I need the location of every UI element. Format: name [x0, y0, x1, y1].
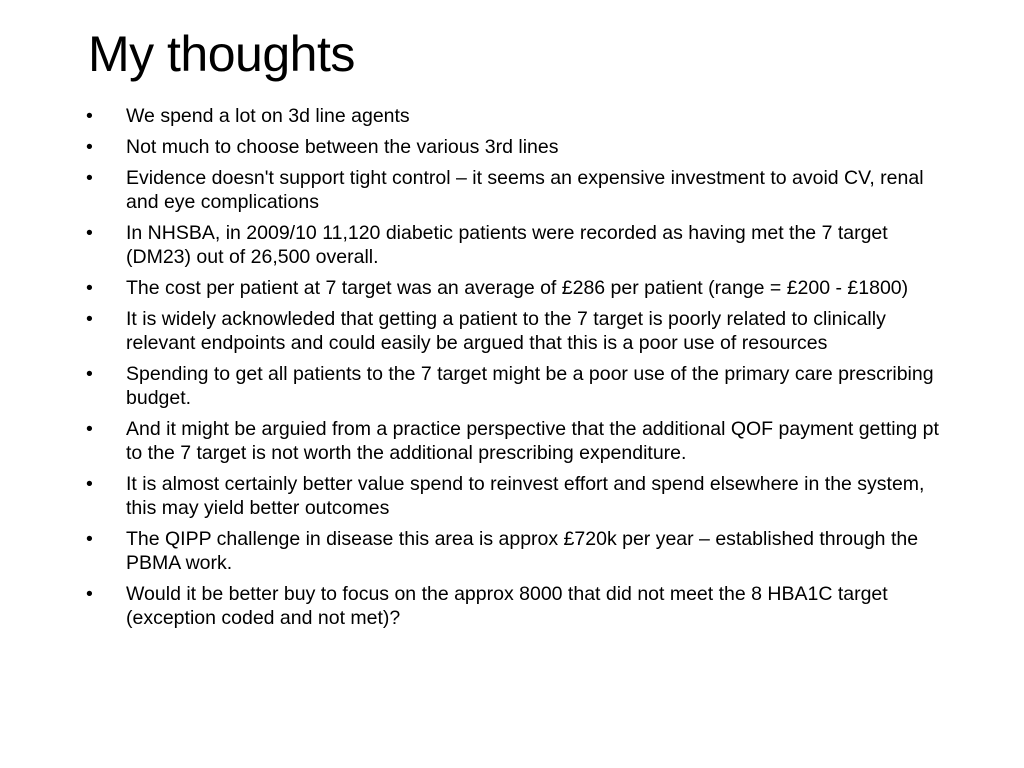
bullet-icon: • — [86, 363, 93, 385]
bullet-item — [86, 362, 946, 410]
bullet-icon: • — [86, 136, 93, 158]
bullet-text: In NHSBA, in 2009/10 11,120 diabetic patients were recorded as having met the 7 target (DM23) out of 26,500 overall. — [126, 222, 888, 268]
bullet-text: The cost per patient at 7 target was an average of £286 per patient (range = £200 - £1800) — [126, 277, 909, 299]
bullet-text: Evidence doesn't support tight control – it seems an expensive investment to avoid CV, renal and eye complications — [126, 167, 924, 213]
bullet-icon: • — [86, 583, 93, 605]
bullet-icon: • — [86, 222, 93, 244]
bullet-item — [86, 582, 946, 630]
bullet-text: Spending to get all patients to the 7 target might be a poor use of the primary care prescribing budget. — [126, 363, 934, 409]
bullet-list — [86, 104, 946, 637]
bullet-icon: • — [86, 167, 93, 189]
bullet-item — [86, 221, 946, 269]
bullet-item — [86, 307, 946, 355]
bullet-icon: • — [86, 105, 93, 127]
bullet-text: It is widely acknowleded that getting a patient to the 7 target is poorly related to clinically relevant endpoints and could easily be argued that this is a poor use of resources — [126, 308, 886, 354]
bullet-item — [86, 104, 946, 128]
bullet-item — [86, 166, 946, 214]
bullet-text: The QIPP challenge in disease this area is approx £720k per year – established through the PBMA work. — [126, 528, 919, 574]
bullet-item — [86, 276, 946, 300]
bullet-item — [86, 472, 946, 520]
bullet-text: Not much to choose between the various 3rd lines — [126, 136, 559, 158]
bullet-icon: • — [86, 277, 93, 299]
bullet-text: And it might be arguied from a practice perspective that the additional QOF payment getting pt to the 7 target is not worth the additional prescribing expenditure. — [126, 418, 939, 464]
bullet-item — [86, 527, 946, 575]
bullet-text: Would it be better buy to focus on the approx 8000 that did not meet the 8 HBA1C target (exception coded and not met)? — [126, 583, 888, 629]
bullet-icon: • — [86, 418, 93, 440]
bullet-icon: • — [86, 308, 93, 330]
bullet-item — [86, 417, 946, 465]
bullet-text: We spend a lot on 3d line agents — [126, 105, 410, 127]
bullet-icon: • — [86, 473, 93, 495]
bullet-text: It is almost certainly better value spend to reinvest effort and spend elsewhere in the system, this may yield better outcomes — [126, 473, 925, 519]
bullet-item — [86, 135, 946, 159]
bullet-icon: • — [86, 528, 93, 550]
slide-title: My thoughts — [88, 26, 355, 82]
